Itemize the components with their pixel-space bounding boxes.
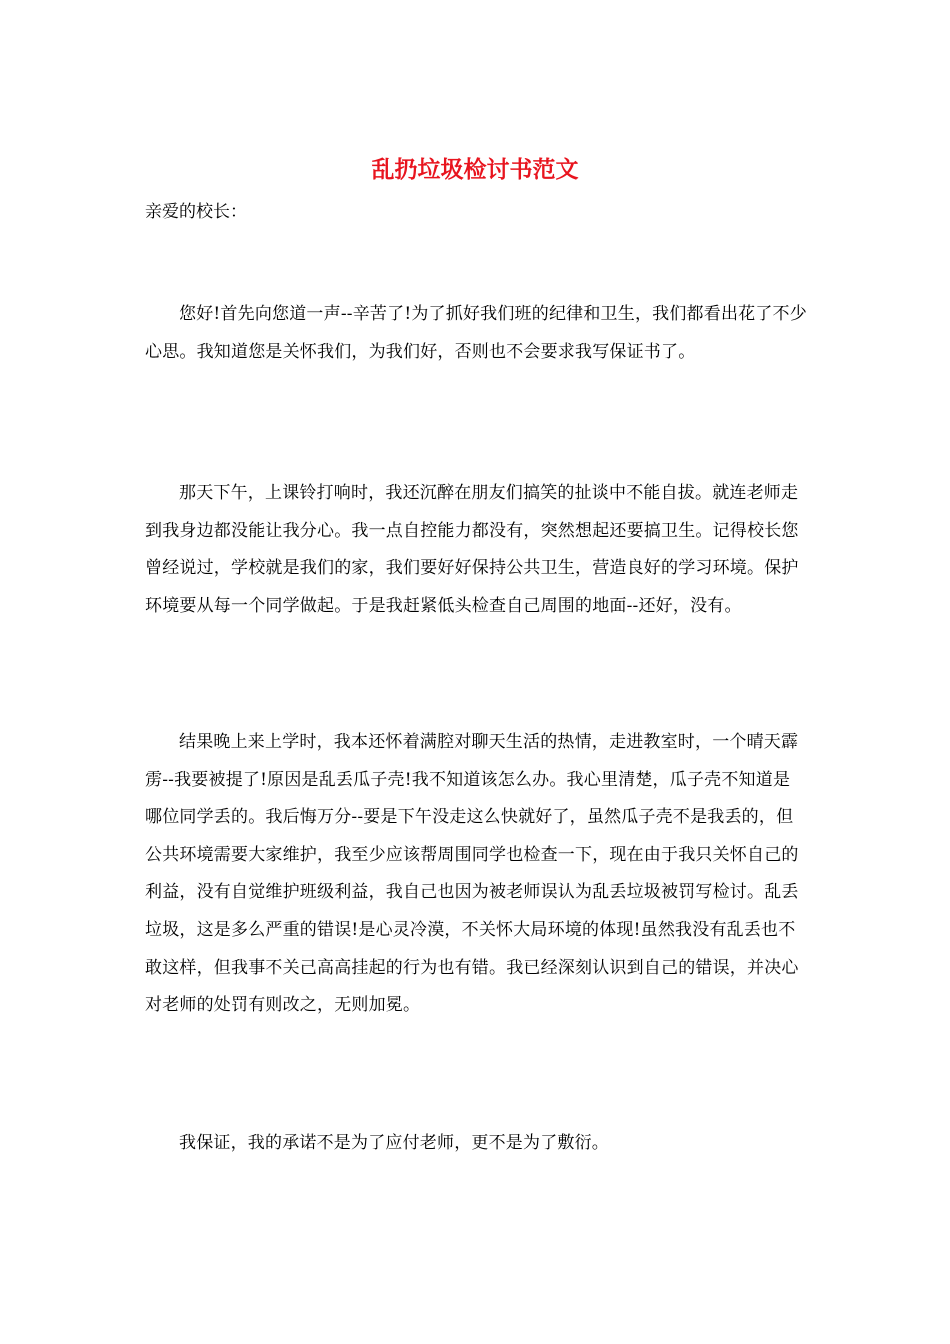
paragraph-4: 我保证，我的承诺不是为了应付老师，更不是为了敷衍。 <box>179 1133 609 1153</box>
salutation: 亲爱的校长： <box>145 202 247 222</box>
paragraph-3: 结果晚上来上学时，我本还怀着满腔对聊天生活的热情，走进教室时，一个晴天霹雳--我要被提了!原因是乱丢瓜子壳!我不知道该怎么办。我心里清楚，瓜子壳不知道是哪位同学丢的。我后悔万分--要是下午没走这么快就好了，虽然瓜子壳不是我丢的，但公共环境需要大家维护，我至少应该帮周围同学也检查一下，现在由于我只关怀自己的利益，没有自觉维护班级利益，我自己也因为被老师误认为乱丢垃圾被罚写检讨。乱丢垃圾，这是多么严重的错误!是心灵冷漠，不关怀大局环境的体现!虽然我没有乱丢也不敢这样，但我事不关己高高挂起的行为也有错。我已经深刻认识到自己的错误，并决心对老师的处罚有则改之，无则加冕。 <box>145 732 799 1016</box>
paragraph-2: 那天下午，上课铃打响时，我还沉醉在朋友们搞笑的扯谈中不能自拔。就连老师走到我身边都没能让我分心。我一点自控能力都没有，突然想起还要搞卫生。记得校长您曾经说过，学校就是我们的家，我们要好好保持公共卫生，营造良好的学习环境。保护环境要从每一个同学做起。于是我赶紧低头检查自己周围的地面--还好，没有。 <box>145 483 799 616</box>
paragraph-1: 您好!首先向您道一声--辛苦了!为了抓好我们班的纪律和卫生，我们都看出花了不少心思。我知道您是关怀我们，为我们好，否则也不会要求我写保证书了。 <box>145 304 807 362</box>
document-title: 乱扔垃圾检讨书范文 <box>371 156 579 183</box>
